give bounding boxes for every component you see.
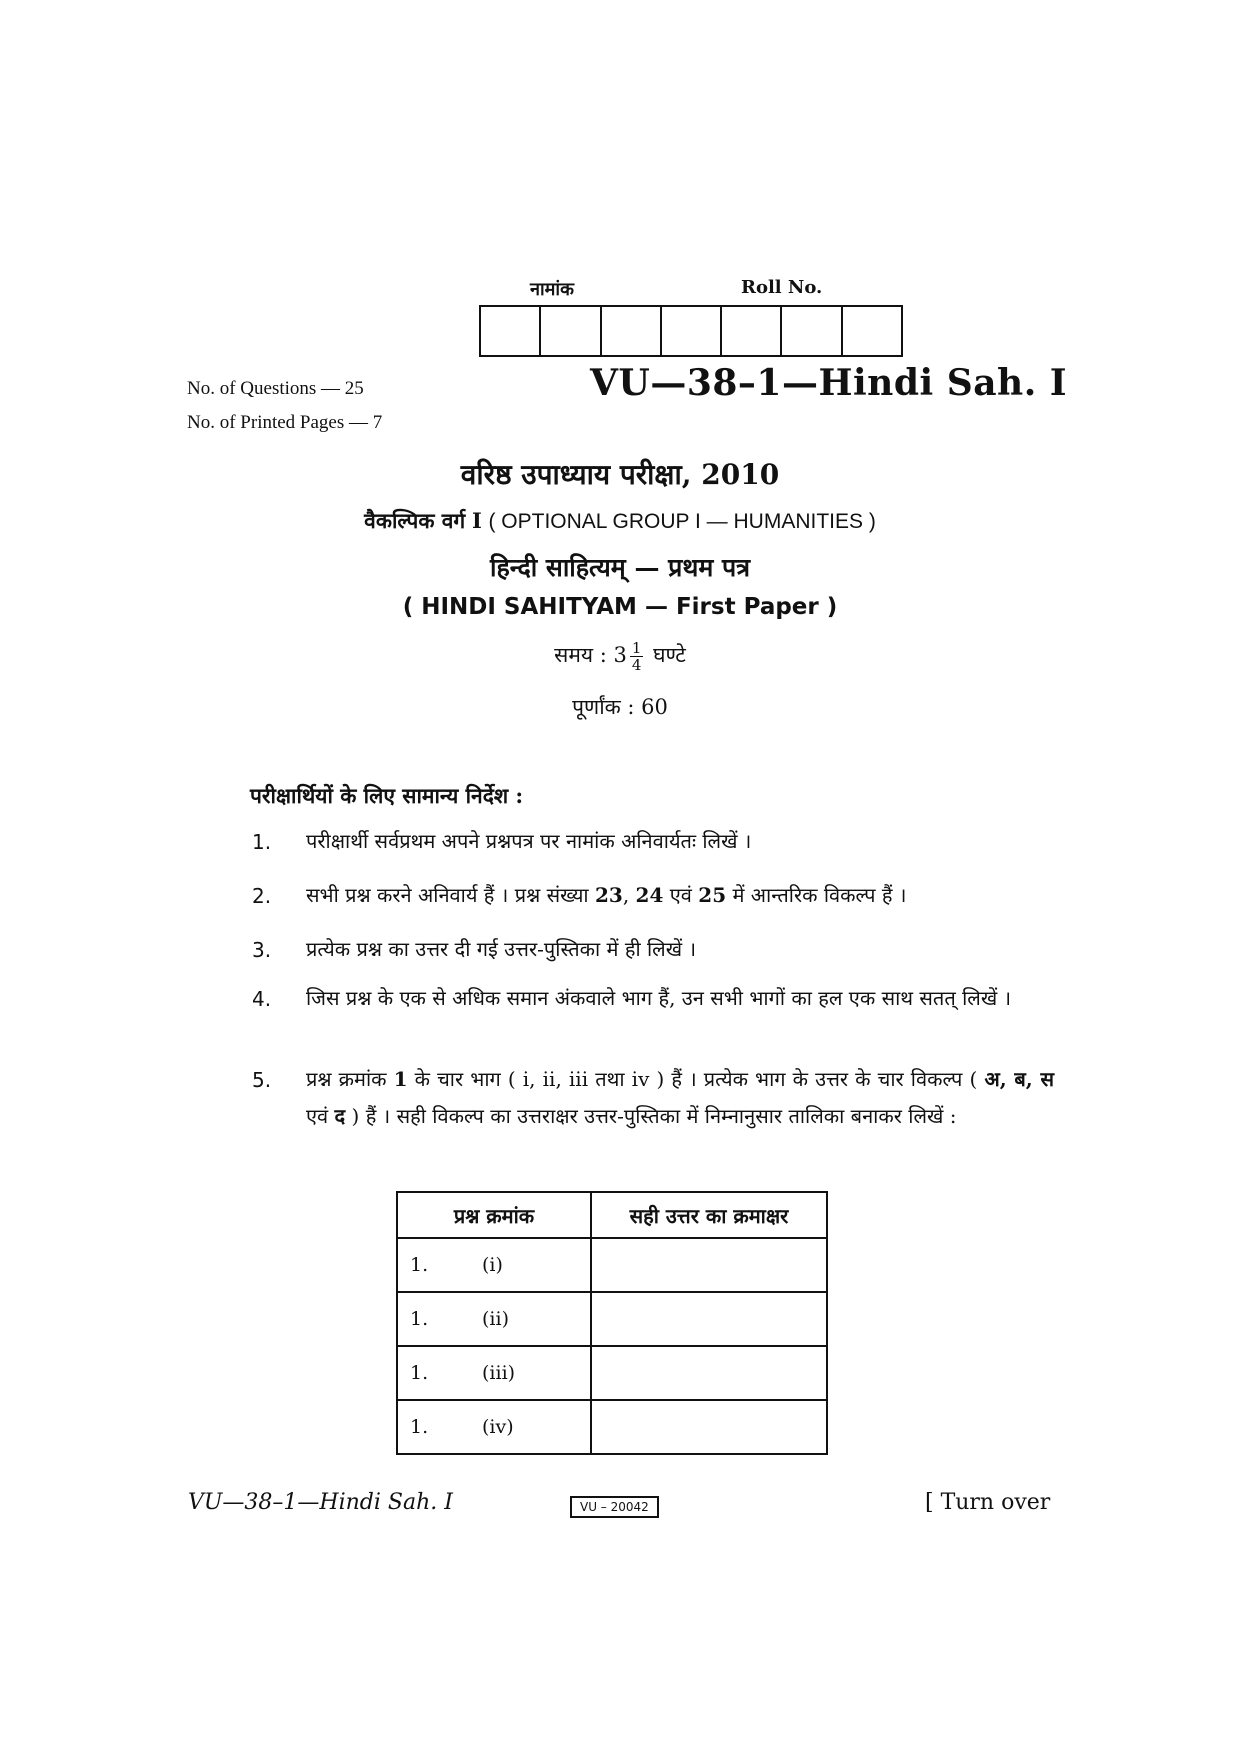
instruction-text: परीक्षार्थी सर्वप्रथम अपने प्रश्नपत्र पर नामांक अनिवार्यतः लिखें । [306,829,752,853]
paper-code: VU—38–1—Hindi Sah. I [590,362,1068,404]
answer-cell[interactable] [591,1292,827,1346]
instructions-heading: परीक्षार्थियों के लिए सामान्य निर्देश : [250,783,524,808]
question-cell [397,1238,591,1292]
answer-table [396,1191,828,1455]
time-prefix: समय : 3 [554,643,627,667]
instruction-text [306,877,1054,914]
exam-title: वरिष्ठ उपाध्याय परीक्षा, 2010 [460,458,780,491]
row-question: 1. [410,1416,429,1438]
num-pages: No. of Printed Pages — 7 [187,412,383,433]
col-question-number: प्रश्न क्रमांक [397,1192,591,1238]
row-part: (iii) [482,1362,516,1384]
table-row [397,1292,827,1346]
row-part: (ii) [482,1308,509,1330]
table-row [397,1238,827,1292]
group-numeral: I [471,508,482,533]
instruction-number: 5. [252,1068,272,1092]
instruction-text-part: ) हैं । सही विकल्प का उत्तराक्षर उत्तर-पुस्तिका में निम्नानुसार तालिका बनाकर लिखें : [351,1104,957,1128]
subject-hindi: हिन्दी साहित्यम् — प्रथम पत्र [489,553,750,582]
question-number: 25 [698,883,727,907]
table-row [397,1346,827,1400]
roll-digit-box[interactable] [481,307,541,355]
footer-serial-box: VU – 20042 [570,1496,659,1518]
roll-digit-box[interactable] [541,307,601,355]
instruction-text: जिस प्रश्न के एक से अधिक समान अंकवाले भाग हैं, उन सभी भागों का हल एक साथ सतत् लिखें । [306,986,1012,1010]
num-questions: No. of Questions — 25 [187,378,364,399]
instruction-text-part: एवं [306,1104,329,1128]
question-number: 1 [393,1067,408,1091]
row-question: 1. [410,1362,429,1384]
col-answer-letter: सही उत्तर का क्रमाक्षर [591,1192,827,1238]
instruction-number: 3. [252,938,272,962]
table-header-row [397,1192,827,1238]
group-hindi: वैकल्पिक वर्ग [364,508,466,533]
row-part: (iv) [482,1416,514,1438]
question-cell [397,1346,591,1400]
time-fraction [630,640,644,673]
row-part: (i) [482,1254,503,1276]
subject-english: ( HINDI SAHITYAM — First Paper ) [402,594,838,620]
roll-number-boxes [479,305,903,357]
answer-cell[interactable] [591,1346,827,1400]
question-cell [397,1400,591,1454]
instruction-number: 2. [252,884,272,908]
roll-label-english: Roll No. [741,277,823,298]
instruction-text: प्रत्येक प्रश्न का उत्तर दी गई उत्तर-पुस्तिका में ही लिखें । [306,937,697,961]
roll-digit-box[interactable] [602,307,662,355]
group-english: ( OPTIONAL GROUP I — HUMANITIES ) [488,510,876,533]
question-cell [397,1292,591,1346]
answer-cell[interactable] [591,1238,827,1292]
instruction-text-part: एवं [669,883,692,907]
instruction-number: 1. [252,830,272,854]
footer-paper-code: VU—38–1—Hindi Sah. I [188,1490,453,1515]
roll-digit-box[interactable] [662,307,722,355]
option-letters: द [334,1104,346,1128]
row-question: 1. [410,1254,429,1276]
question-number: 24 [635,883,664,907]
frac-numerator: 1 [631,639,642,657]
instruction-text-part: के चार भाग ( i, ii, iii तथा iv ) हैं । प्रत्येक भाग के उत्तर के चार विकल्प ( [414,1067,978,1091]
instruction-number: 4. [252,987,272,1011]
roll-digit-box[interactable] [782,307,842,355]
roll-label-hindi: नामांक [530,279,574,300]
time-line [0,640,1240,673]
instruction-text-part: , [622,883,630,907]
instruction-text-part: सभी प्रश्न करने अनिवार्य हैं । प्रश्न संख्या [306,883,589,907]
turn-over-label: [ Turn over [925,1490,1051,1515]
roll-digit-box[interactable] [843,307,901,355]
total-marks: पूर्णांक : 60 [572,695,668,719]
group-line [0,507,1240,535]
roll-digit-box[interactable] [722,307,782,355]
option-letters: अ, ब, स [984,1067,1055,1091]
frac-denominator: 4 [631,656,642,674]
instruction-text-part: प्रश्न क्रमांक [306,1067,387,1091]
instruction-text-part: में आन्तरिक विकल्प हैं । [732,883,907,907]
answer-cell[interactable] [591,1400,827,1454]
question-number: 23 [594,883,623,907]
time-suffix: घण्टे [653,643,686,667]
row-question: 1. [410,1308,429,1330]
table-row [397,1400,827,1454]
instruction-text [306,1061,1054,1135]
